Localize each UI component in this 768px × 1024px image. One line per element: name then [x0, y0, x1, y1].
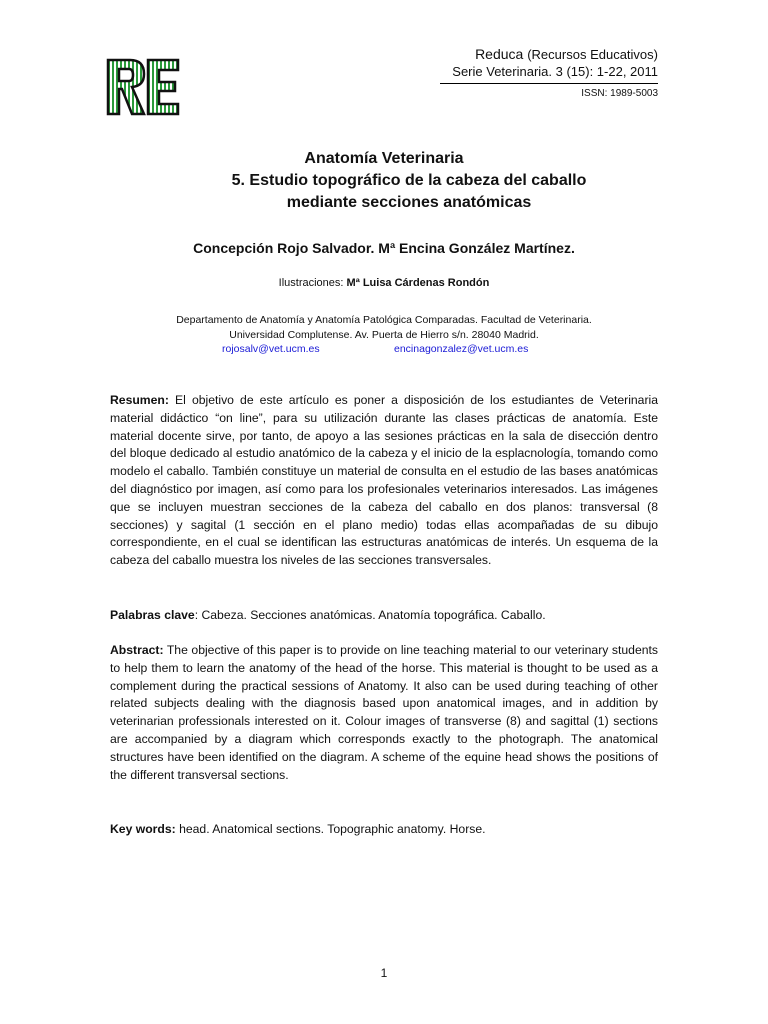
page-number: 1 — [380, 966, 388, 980]
affiliation — [0, 313, 768, 343]
affiliation-line-2: Universidad Complutense. Av. Puerta de Hierro s/n. 28040 Madrid. — [229, 329, 539, 341]
resumen-paragraph — [110, 392, 658, 570]
key-words-label: Key words: — [110, 822, 176, 836]
journal-issn: ISSN: 1989-5003 — [440, 83, 658, 102]
journal-series: Serie Veterinaria. 3 (15): 1-22, 2011 — [452, 64, 658, 79]
title-line-1: Anatomía Veterinaria — [304, 150, 464, 167]
title-line-3: mediante secciones anatómicas — [286, 194, 532, 211]
journal-name: Reduca — [475, 46, 524, 62]
palabras-clave-label: Palabras clave — [110, 608, 195, 622]
journal-subtitle: (Recursos Educativos) — [527, 47, 658, 62]
reduca-logo — [104, 56, 182, 118]
affiliation-line-1: Departamento de Anatomía y Anatomía Patológica Comparadas. Facultad de Veterinaria. — [176, 314, 592, 326]
abstract-text: The objective of this paper is to provide on line teaching material to our veterinary students to help them to learn the anatomy of the head of the horse. This material is thought to be used as a complement during the practical sessions of Anatomy. It also can be used during teaching of other related subjects dealing with the diagnosis based upon anatomical images, and in addition by veterinarian professionals interested on it. Colour images of transverse (8) and sagittal (1) sections are accompanied by a diagram which corresponds exactly to the photograph. The anatomical structures have been identified on the diagram. A scheme of the equine head shows the positions of the different transversal sections. — [110, 643, 658, 782]
journal-info — [440, 46, 658, 102]
title-line-2: 5. Estudio topográfico de la cabeza del caballo — [231, 172, 587, 189]
resumen-label: Resumen: — [110, 393, 169, 407]
abstract-paragraph — [110, 642, 658, 784]
palabras-clave-paragraph — [110, 607, 658, 625]
key-words-paragraph — [110, 821, 658, 839]
journal-name-line — [440, 46, 658, 63]
reduca-logo-graphic — [104, 56, 182, 118]
email-link-1[interactable]: rojosalv@vet.ucm.es — [222, 343, 320, 355]
illustrations-label: Ilustraciones: — [278, 277, 347, 289]
palabras-clave-text: : Cabeza. Secciones anatómicas. Anatomía topográfica. Caballo. — [194, 608, 546, 622]
author-emails — [222, 343, 582, 355]
authors: Concepción Rojo Salvador. Mª Encina González Martínez. — [193, 240, 575, 256]
paper-title — [0, 148, 768, 214]
abstract-label: Abstract: — [110, 643, 164, 657]
email-link-2[interactable]: encinagonzalez@vet.ucm.es — [394, 343, 529, 355]
resumen-text: El objetivo de este artículo es poner a disposición de los estudiantes de Veterinaria material didáctico “on line”, para su utilización durante las clases prácticas de anatomía. Este material docente sirve, por tanto, de apoyo a las sesiones prácticas en la sala de disección dentro del bloque dedicado al estudio anatómico de la cabeza y el inicio de la esplacnología, tomando como modelo el caballo. También constituye un material de consulta en el estudio de las bases anatómicas del diagnóstico por imagen, así como para los profesionales veterinarios interesados. Las imágenes que se incluyen muestran secciones de la cabeza del caballo en dos planos: transversal (8 secciones) y sagital (1 sección en el plano medio) todas ellas acompañadas de su dibujo correspondiente, en el cual se identifican las estructuras anatómicas de interés. Un esquema de la cabeza del caballo muestra los niveles de las secciones transversales. — [110, 393, 658, 568]
key-words-text: head. Anatomical sections. Topographic anatomy. Horse. — [175, 822, 486, 836]
illustrations-credit — [0, 277, 768, 289]
illustrator-name: Mª Luisa Cárdenas Rondón — [346, 277, 490, 289]
